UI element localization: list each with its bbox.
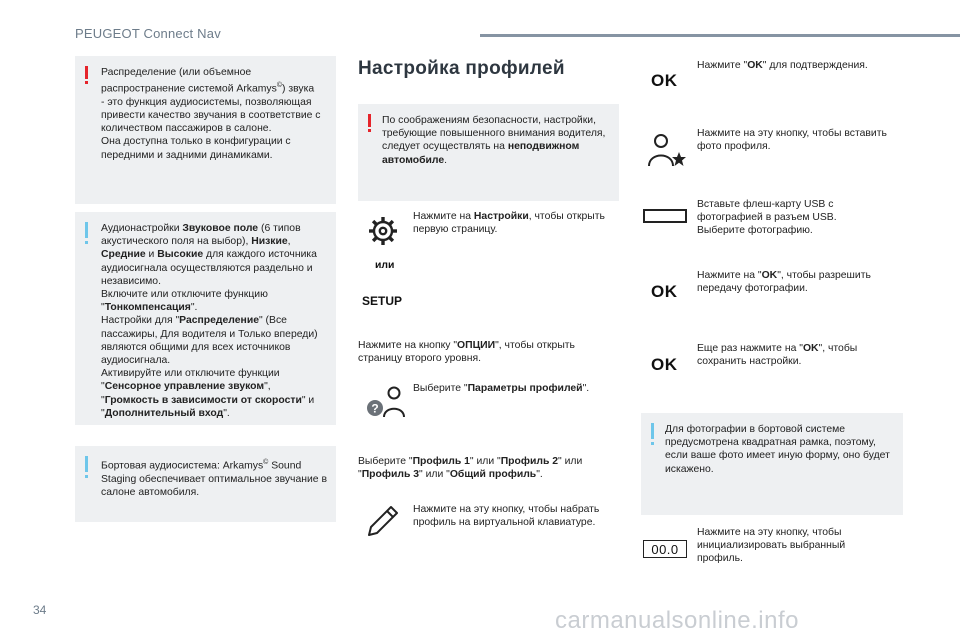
text-line: привести качество звучания в соответствие с [101, 110, 321, 122]
text-line: Она доступна только в конфигурации с [101, 136, 291, 148]
text-line: Распределение (или объемное [101, 67, 252, 78]
ok-confirm-text: Нажмите "OK" для подтверждения. [697, 60, 868, 71]
watermark: carmanualsonline.info [555, 607, 799, 634]
text-line: распространение системой Arkamys [101, 83, 277, 95]
info-icon [85, 222, 88, 238]
profile-settings-icon [363, 384, 409, 420]
warning-box-distribution [75, 56, 336, 204]
info-icon [651, 423, 654, 439]
info-icon [85, 456, 88, 472]
settings-text: Нажмите на Настройки, чтобы открыть первую страницу. [413, 211, 605, 236]
options-text: Нажмите на кнопку "ОПЦИИ", чтобы открыть страницу второго уровня. [358, 340, 575, 365]
text-line: количеством пассажиров в салоне. [101, 123, 272, 135]
text-line: - это функция аудиосистемы, позволяющая [101, 96, 312, 108]
reset-button-label: 00.0 [651, 541, 679, 557]
ok-button-label: OK [651, 71, 678, 90]
setup-button-label: SETUP [362, 294, 403, 308]
warning-box-safety: По соображениям безопасности, настройки, требующие повышенного внимания водителя, следует осуществлять на неподвижном автомобиле. [358, 104, 619, 201]
reset-text: Нажмите на эту кнопку, чтобы инициализировать выбранный профиль. [697, 527, 846, 565]
pencil-icon [365, 501, 401, 539]
params-text: Выберите "Параметры профилей". [413, 383, 590, 394]
select-profile-text: Выберите "Профиль 1" или "Профиль 2" или "Профиль 3" или "Общий профиль". [358, 456, 583, 481]
add-photo-icon [647, 132, 689, 168]
photo-text: Нажмите на эту кнопку, чтобы вставить фото профиля. [697, 128, 887, 153]
or-label: или [375, 260, 395, 271]
header-title: PEUGEOT Connect Nav [75, 26, 221, 41]
page-title: Настройка профилей [358, 58, 565, 79]
text-line: передними и задними динамиками. [101, 149, 273, 161]
copyright-sup: © [276, 82, 282, 90]
warning-icon [85, 66, 88, 79]
page-number: 34 [33, 603, 47, 617]
svg-text:?: ? [371, 401, 379, 416]
header-rule [480, 34, 960, 37]
usb-key-icon [643, 209, 687, 223]
pencil-text: Нажмите на эту кнопку, чтобы набрать профиль на виртуальной клавиатуре. [413, 504, 600, 529]
info-box-arkamys: Бортовая аудиосистема: Arkamys© Sound Staging обеспечивает оптимальное звучание в салоне автомобиля. [75, 446, 336, 522]
ok-button-label: OK [651, 282, 678, 301]
reset-button [643, 540, 687, 558]
gear-icon [366, 214, 400, 248]
ok-save-text: Еще раз нажмите на "OK", чтобы сохранить настройки. [697, 343, 858, 368]
warning-icon [368, 114, 371, 127]
ok-allow-text: Нажмите на "OK", чтобы разрешить передачу фотографии. [697, 270, 871, 295]
text-line: ) звука [282, 83, 315, 95]
info-box-photo-frame: Для фотографии в бортовой системе предусмотрена квадратная рамка, поэтому, если ваше фото имеет иную форму, оно будет искажено. [641, 413, 903, 515]
info-box-audio-settings: Аудионастройки Звуковое поле (6 типов акустического поля на выбор), Низкие, Средние и Высокие для каждого источника аудиосигнала осуществляются раздельно и независимо. Включите или отключите функцию "Тонкомпенсация". Настройки для "Распределение" (Все пассажиры, Для водителя и Только впереди) являются общими для всех источников аудиосигнала. Активируйте или отключите функции "Сенсорное управление звуком", "Громкость в зависимости от скорости" и "Дополнительный вход". [75, 212, 336, 425]
usb-text: Вставьте флеш-карту USB с фотографией в разъем USB. Выберите фотографию. [697, 199, 837, 237]
ok-button-label: OK [651, 355, 678, 374]
